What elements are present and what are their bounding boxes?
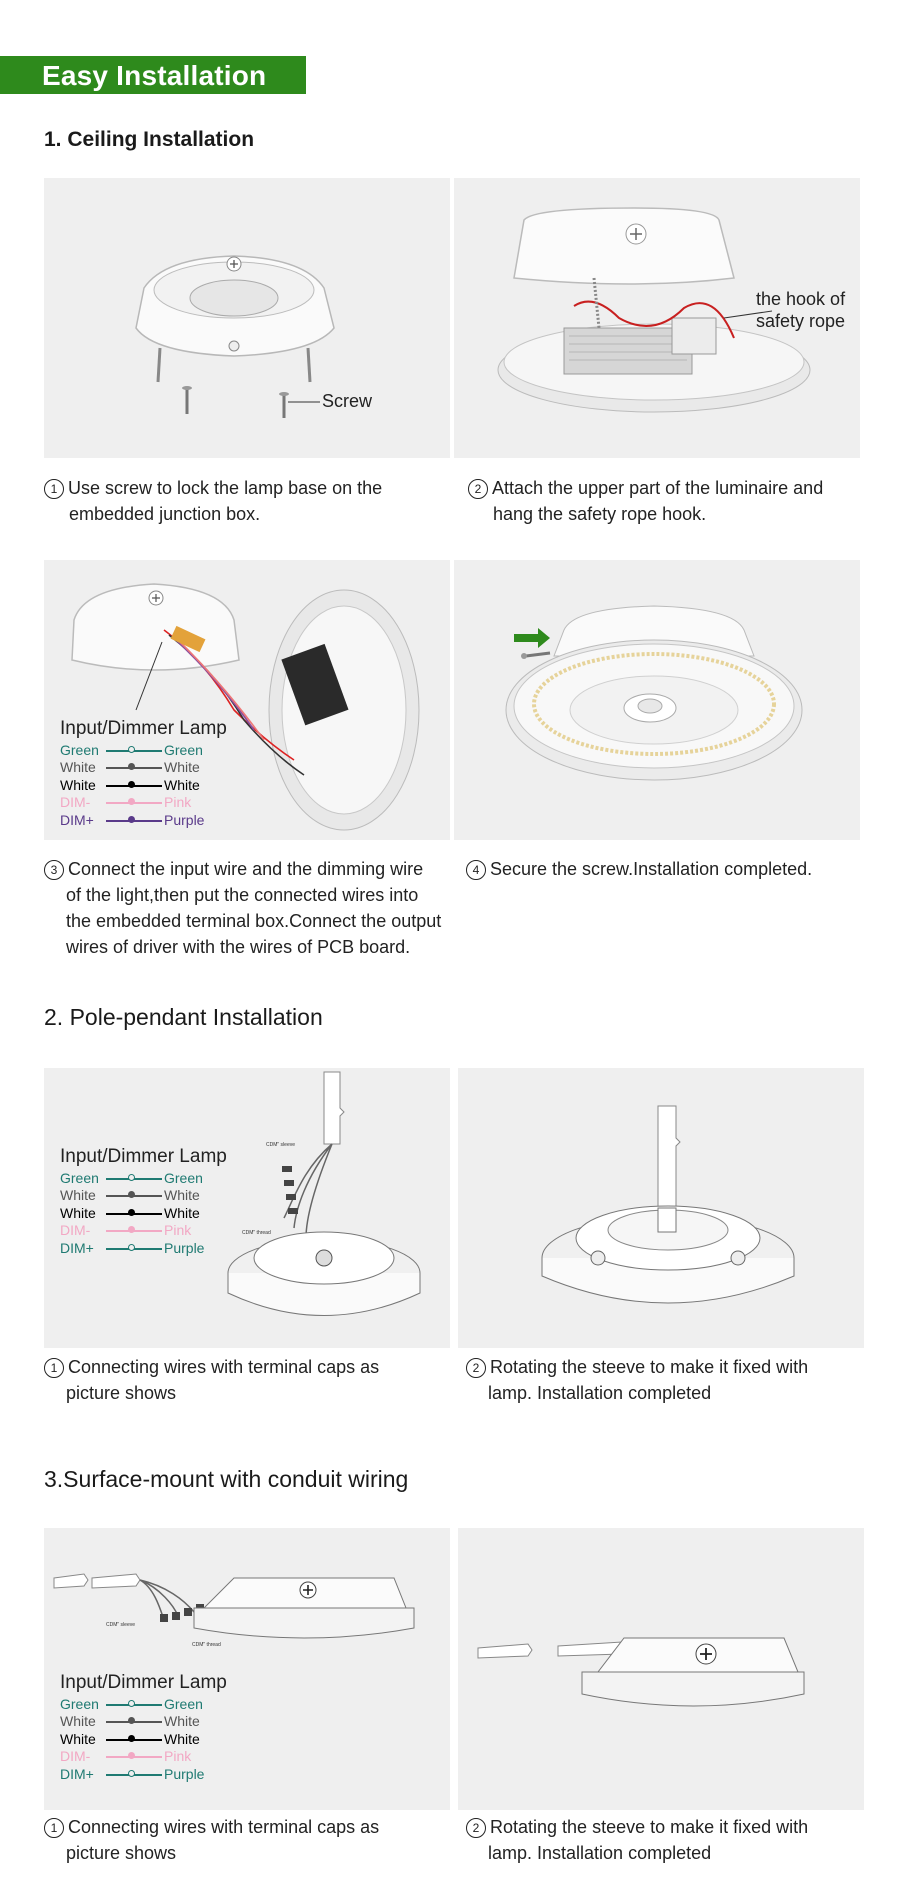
secure-screw-illustration bbox=[454, 560, 860, 840]
legend-row: DIM- Pink bbox=[60, 1748, 192, 1764]
hook-label-line1: the hook of bbox=[756, 289, 846, 309]
panel-ceiling-step2 bbox=[454, 178, 860, 458]
legend-row: White White bbox=[60, 776, 200, 793]
step-number: 3 bbox=[44, 860, 64, 880]
ceiling-step4-caption: 4 Secure the screw.Installation completed. bbox=[466, 856, 812, 882]
step-number: 1 bbox=[44, 1818, 64, 1838]
legend-row: Green Green bbox=[60, 741, 203, 758]
junction-box-illustration bbox=[44, 178, 450, 458]
panel-pole-step2 bbox=[458, 1068, 864, 1348]
step-number: 2 bbox=[466, 1358, 486, 1378]
ceiling-step1-caption: 1 Use screw to lock the lamp base on the embedded junction box. bbox=[44, 475, 382, 527]
step-number: 1 bbox=[44, 1358, 64, 1378]
screw-label: Screw bbox=[322, 391, 373, 411]
legend-pole bbox=[60, 1148, 227, 1257]
legend-row: DIM+ Purple bbox=[60, 1765, 205, 1782]
legend-row: DIM+ Purple bbox=[60, 811, 205, 828]
legend-title: Input/Dimmer Lamp bbox=[60, 1146, 227, 1167]
legend-row: White White bbox=[60, 1713, 200, 1729]
pole-step2-caption: 2 Rotating the steeve to make it fixed with lamp. Installation completed bbox=[466, 1354, 808, 1406]
legend-row: Green Green bbox=[60, 1169, 203, 1186]
legend-row: White White bbox=[60, 759, 200, 775]
surface-tiny-label-1: CDM" sleeve bbox=[106, 1622, 136, 1628]
section-title-pole: 2. Pole-pendant Installation bbox=[44, 1004, 323, 1030]
legend-row: DIM+ Purple bbox=[60, 1239, 205, 1256]
legend-row: White White bbox=[60, 1187, 200, 1203]
pole-tiny-label-1: CDM" sleeve bbox=[266, 1142, 296, 1148]
pole-mounted-illustration bbox=[458, 1068, 864, 1348]
legend-surface bbox=[60, 1674, 227, 1783]
section-title-surface: 3.Surface-mount with conduit wiring bbox=[44, 1466, 409, 1492]
panel-ceiling-step1 bbox=[44, 178, 450, 458]
hook-label-line2: safety rope bbox=[756, 311, 846, 331]
pole-tiny-label-2: CDM" thread bbox=[242, 1230, 271, 1236]
step-number: 4 bbox=[466, 860, 486, 880]
legend-row: White White bbox=[60, 1730, 200, 1747]
header-banner bbox=[0, 56, 306, 94]
section-title-ceiling: 1. Ceiling Installation bbox=[44, 128, 255, 151]
surface-step2-caption: 2 Rotating the steeve to make it fixed with lamp. Installation completed bbox=[466, 1814, 808, 1866]
surface-tiny-label-2: CDM" thread bbox=[192, 1642, 221, 1648]
legend-row: DIM- Pink bbox=[60, 1222, 192, 1238]
legend-title: Input/Dimmer Lamp bbox=[60, 1672, 227, 1693]
ceiling-step2-caption: 2 Attach the upper part of the luminaire and hang the safety rope hook. bbox=[468, 475, 823, 527]
legend-row: White White bbox=[60, 1204, 200, 1221]
pole-step1-caption: 1 Connecting wires with terminal caps as picture shows bbox=[44, 1354, 379, 1406]
step-number: 2 bbox=[468, 479, 488, 499]
panel-ceiling-step4 bbox=[454, 560, 860, 840]
legend-row: Green Green bbox=[60, 1695, 203, 1712]
surface-mounted-illustration bbox=[458, 1528, 864, 1810]
step-number: 2 bbox=[466, 1818, 486, 1838]
legend-title: Input/Dimmer Lamp bbox=[60, 718, 227, 739]
step-number: 1 bbox=[44, 479, 64, 499]
ceiling-step3-caption: 3 Connect the input wire and the dimming wire of the light,then put the connected wires into the embedded terminal box.Connect the output wires of driver with the wires of PCB board. bbox=[44, 856, 441, 960]
page-title: Easy Installation bbox=[42, 60, 267, 91]
legend-ceiling bbox=[60, 720, 227, 829]
panel-surface-step2 bbox=[458, 1528, 864, 1810]
legend-row: DIM- Pink bbox=[60, 794, 192, 810]
surface-step1-caption: 1 Connecting wires with terminal caps as picture shows bbox=[44, 1814, 379, 1866]
